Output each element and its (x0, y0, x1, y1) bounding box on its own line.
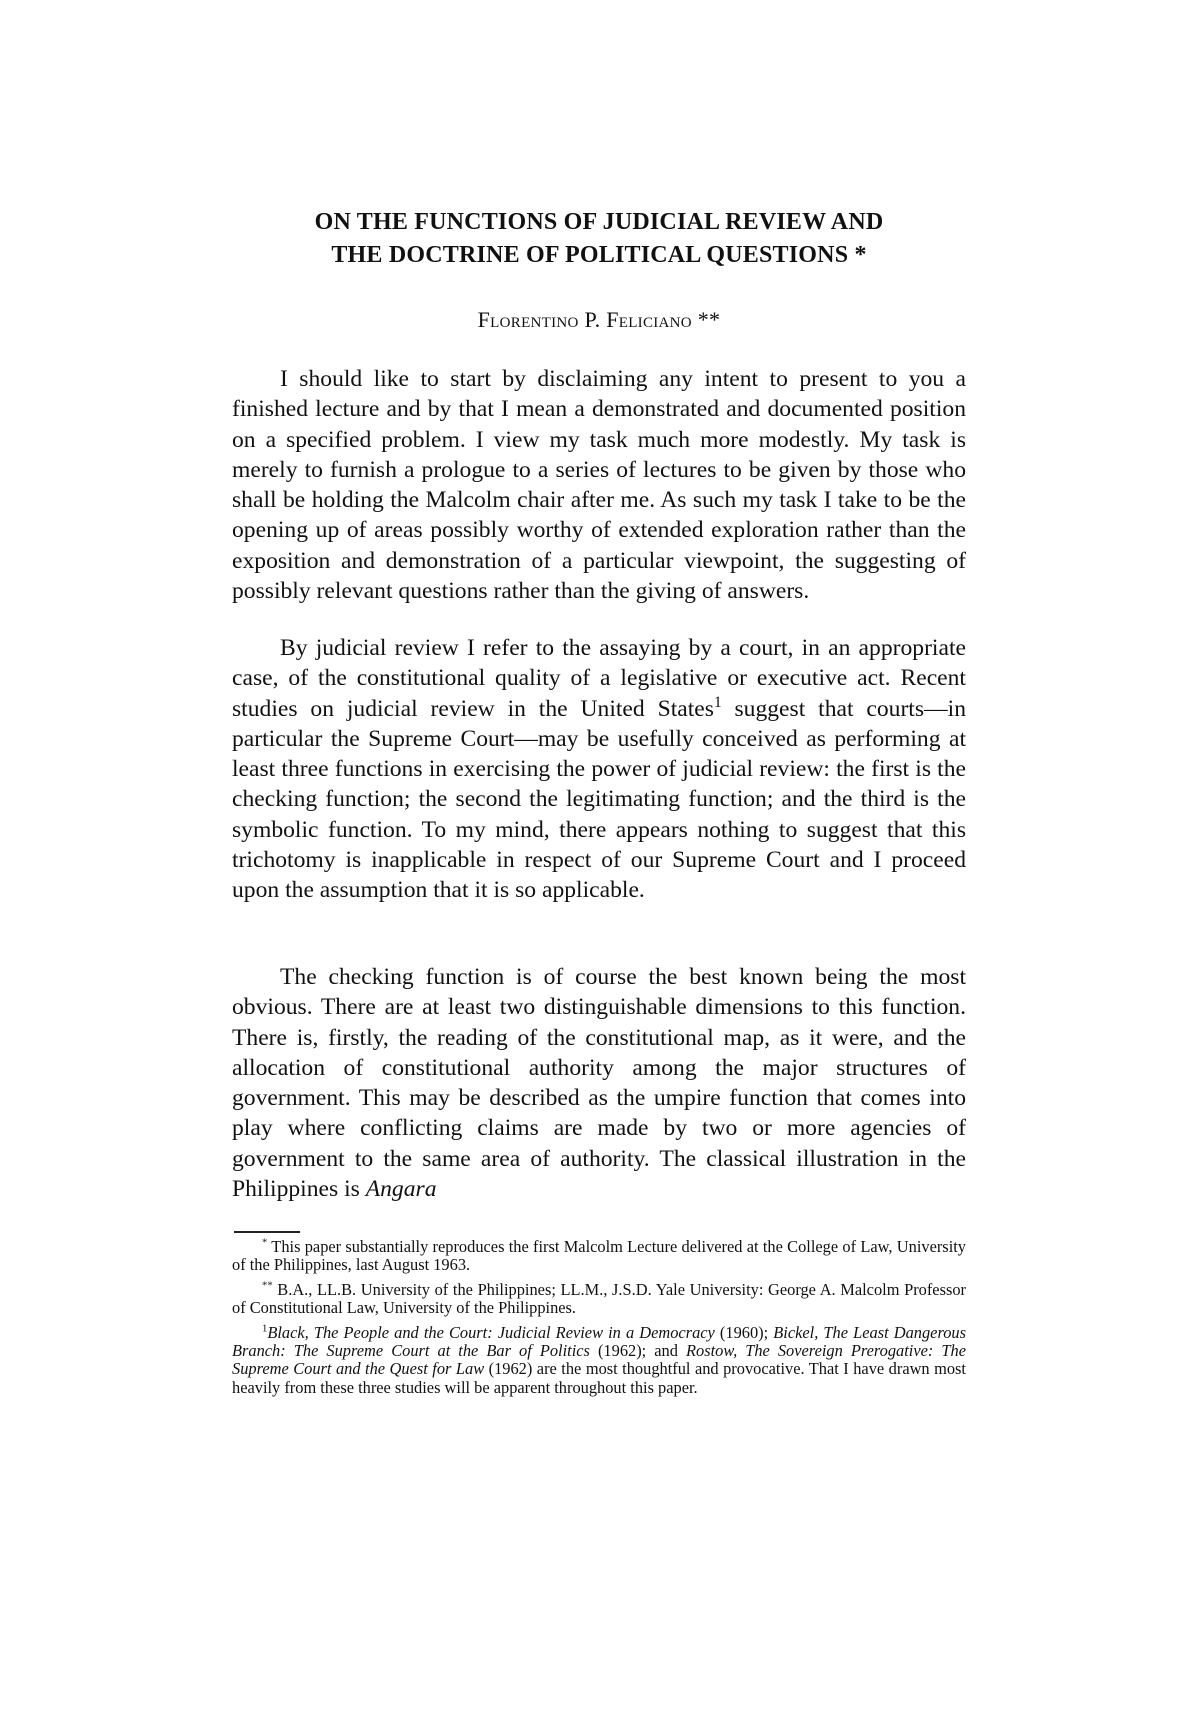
footnote-2 (232, 1281, 966, 1318)
footnote-divider (234, 1231, 300, 1233)
footnote-1 (232, 1238, 966, 1275)
paragraph-1 (232, 364, 966, 606)
footnote-1-mark: * (262, 1237, 268, 1249)
footnote-3-text-3: (1962) are the most thoughtful and provocative. That I have drawn most heavily from these three studies will be apparent throughout this paper. (232, 1359, 966, 1397)
paragraph-2-text-a: By judicial review I refer to the assaying by a court, in an appropriate case, of the constitutional quality of a legislative or executive act. Recent studies on judicial review in the United States (232, 635, 966, 722)
footnote-3 (232, 1324, 966, 1398)
paragraph-2-text-b: suggest that courts—in particular the Supreme Court—may be usefully conceived as performing at least three functions in exercising the power of judicial review: the first is the checking function; the second the legitimating function; and the third is the symbolic function. To my mind, there appears nothing to suggest that this trichotomy is inapplicable in respect of our Supreme Court and I proceed upon the assumption that it is so applicable. (232, 695, 966, 904)
footnote-1-text: This paper substantially reproduces the first Malcolm Lecture delivered at the College of Law, University of the Philippines, last August 1963. (232, 1237, 966, 1275)
citation-black: Black, The People and the Court: Judicial Review in a Democracy (267, 1322, 715, 1342)
author-name: Florentino P. Feliciano ** (477, 307, 721, 332)
paragraph-2 (232, 633, 966, 906)
case-name-angara: Angara (365, 1176, 437, 1203)
footnote-2-text: B.A., LL.B. University of the Philippines; LL.M., J.S.D. Yale University: George A. Malcolm Professor of Constitutional Law, University of the Philippines. (232, 1279, 966, 1318)
citation-bickel: Bickel, The Least Dangerous Branch: The Supreme Court at the Bar of Politics (232, 1322, 966, 1361)
footnote-2-mark: ** (262, 1280, 273, 1292)
title-line-2: THE DOCTRINE OF POLITICAL QUESTIONS * (331, 242, 867, 268)
footnotes (232, 1238, 966, 1403)
footnote-3-mark: 1 (262, 1323, 268, 1335)
footnote-3-text-1: (1960); (714, 1322, 774, 1342)
paragraph-1-text: I should like to start by disclaiming any intent to present to you a finished lecture and by that I mean a demonstrated and documented position on a specified problem. I view my task much more modestly. My task is merely to furnish a prologue to a series of lectures to be given by those who shall be holding the Malcolm chair after me. As such my task I take to be the opening up of areas possibly worthy of extended exploration rather than the exposition and demonstration of a particular viewpoint, the suggesting of possibly relevant questions rather than the giving of answers. (232, 366, 966, 605)
paragraph-3-text: The checking function is of course the best known being the most obvious. There are at least two distinguishable dimensions to this function. There is, firstly, the reading of the constitutional map, as it were, and the allocation of constitutional authority among the major structures of government. This may be described as the umpire function that comes into play where conflicting claims are made by two or more agencies of government to the same area of authority. The classical illustration in the Philippines is (232, 964, 966, 1203)
article-title (230, 206, 968, 272)
paragraph-3 (232, 962, 966, 1204)
footnote-ref-1: 1 (713, 693, 722, 711)
title-line-1: ON THE FUNCTIONS OF JUDICIAL REVIEW AND (314, 209, 884, 235)
footnote-3-text-2: (1962); and (589, 1341, 687, 1361)
citation-rostow: Rostow, The Sovereign Prerogative: The Supreme Court and the Quest for Law (232, 1341, 967, 1379)
